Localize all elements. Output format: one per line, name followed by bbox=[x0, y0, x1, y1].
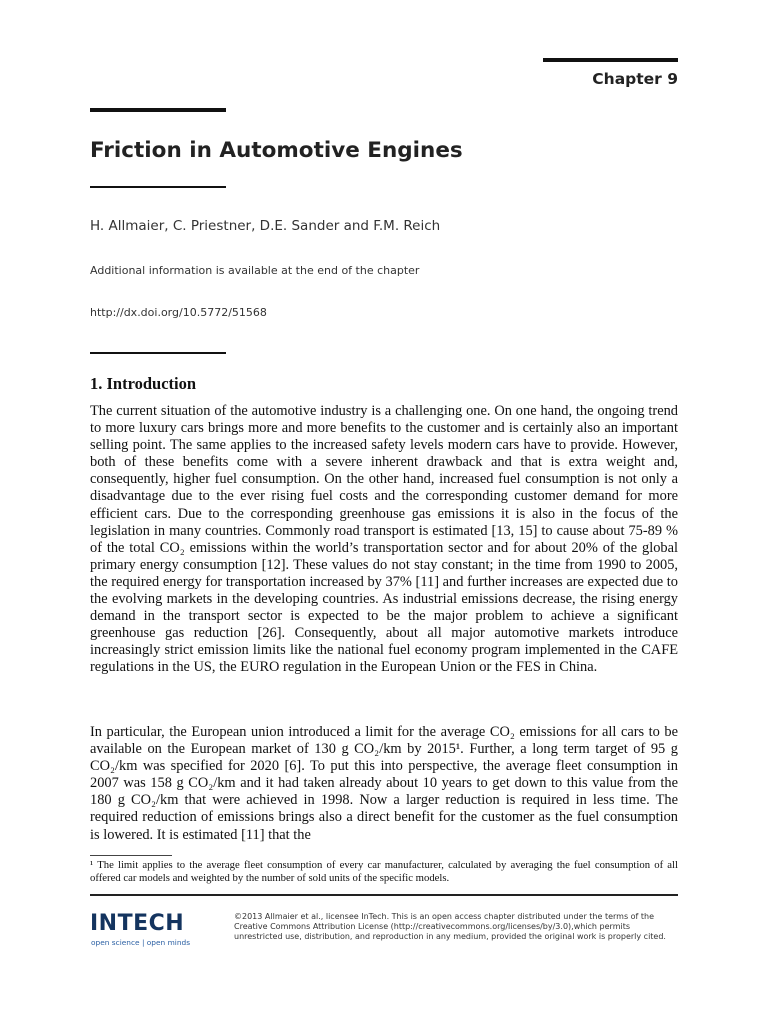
chapter-rule bbox=[543, 58, 678, 62]
intech-logo bbox=[90, 911, 200, 951]
footnote: ¹ The limit applies to the average fleet consumption of every car manufacturer, calculated by averaging the fuel consumption of all offered car models and weighted by the number of sold units of the specific models. bbox=[90, 859, 678, 884]
authors: H. Allmaier, C. Priestner, D.E. Sander and F.M. Reich bbox=[90, 218, 441, 234]
logo-tagline: open science | open minds bbox=[91, 938, 191, 947]
footnote-rule bbox=[90, 855, 172, 856]
chapter-title: Friction in Automotive Engines bbox=[90, 138, 463, 163]
chapter-label: Chapter 9 bbox=[592, 70, 678, 88]
license-text: ©2013 Allmaier et al., licensee InTech. This is an open access chapter distributed under the terms of the Creative Commons Attribution License (http://creativecommons.org/licenses/by/3.0),which permits unrestricted use, distribution, and reproduction in any medium, provided the original work is properly cited. bbox=[234, 912, 666, 942]
footer-rule bbox=[90, 894, 678, 896]
section-rule bbox=[90, 352, 226, 354]
paragraph-1: The current situation of the automotive industry is a challenging one. On one hand, the ongoing trend to more luxury cars brings more and more benefits to the customer and is certainly also an important selling point. The same applies to the increased safety levels modern cars have to provide. However, both of these benefits come with a severe inherent drawback and that is extra weight and, consequently, higher fuel consumption. On the other hand, increased fuel consumption is not only a disadvantage due to the ever rising fuel costs and the corresponding customer demand for more efficient cars. Due to the corresponding greenhouse gas emissions it is also in the focus of the legislation in many countries. Commonly road transport is estimated [13, 15] to cause about 75-89 % of the total CO₂ emissions within the world’s transportation sector and for about 20% of the global primary energy consumption [12]. These values do not stay constant; in the time from 1990 to 2005, the required energy for transportation increased by 37% [11] and further increases are expected due to the evolving markets in the developing countries. As industrial emissions decrease, the rising energy demand in the transport sector is expected to be the major problem to achieve a significant greenhouse gas reduction [26]. Consequently, about all major automotive markets introduce increasingly strict emission limits like the national fuel economy program implemented in the CAFE regulations in the US, the EURO regulation in the European Union or the FES in China. bbox=[90, 403, 678, 676]
paragraph-2: In particular, the European union introduced a limit for the average CO₂ emissions for all cars to be available on the European market of 130 g CO₂/km by 2015¹. Further, a long term target of 95 g CO₂/km was specified for 2020 [6]. To put this into perspective, the average fleet consumption in 2007 was 158 g CO₂/km and it had taken already about 10 years to get down to this value from the 180 g CO₂/km that were achieved in 1998. Now a larger reduction is required in less time. The required reduction of emissions brings also a direct benefit for the customer as the fuel consumption is lowered. It is estimated [11] that the bbox=[90, 724, 678, 843]
logo-text: INTECH bbox=[90, 911, 185, 936]
doi-link[interactable]: http://dx.doi.org/10.5772/51568 bbox=[90, 306, 267, 319]
title-rule-top bbox=[90, 108, 226, 112]
title-rule-bottom bbox=[90, 186, 226, 188]
section-heading: 1. Introduction bbox=[90, 374, 197, 393]
additional-info: Additional information is available at the end of the chapter bbox=[90, 264, 420, 277]
